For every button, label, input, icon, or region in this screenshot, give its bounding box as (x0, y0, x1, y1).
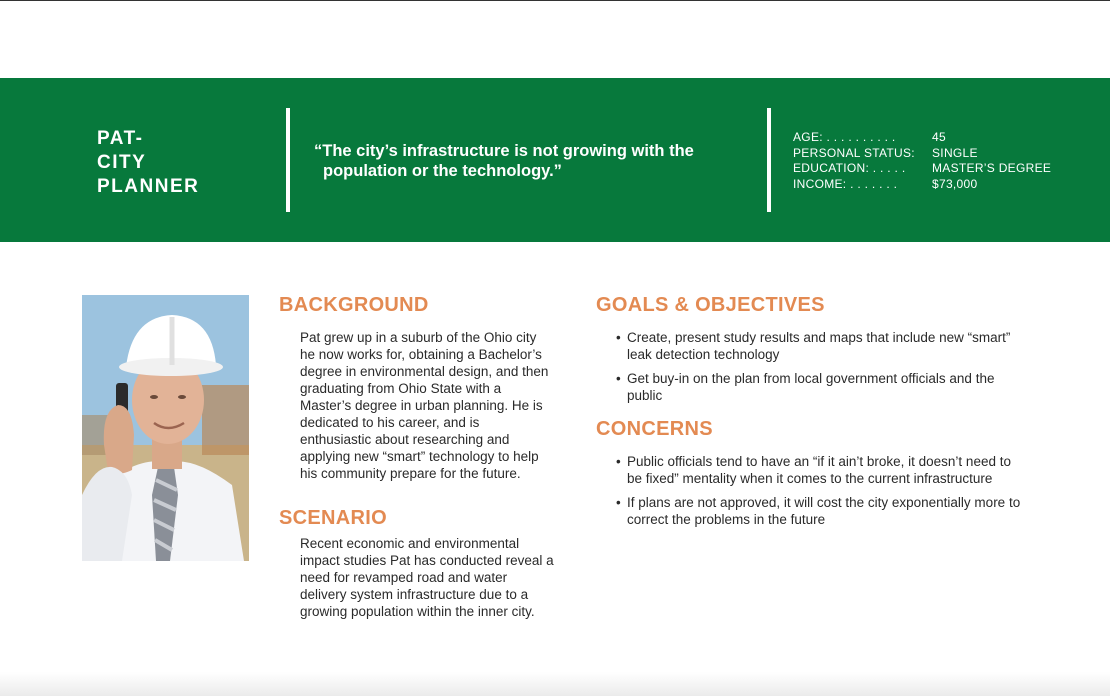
persona-quote: “The city’s infrastructure is not growing with the population or the technology.” (314, 142, 694, 180)
stat-row-personal-status (793, 146, 1051, 162)
persona-stats (793, 130, 1051, 192)
stat-value: 45 (932, 130, 946, 144)
person-photo-icon (82, 295, 249, 561)
stat-value: MASTER’S DEGREE (932, 161, 1052, 175)
stat-label: INCOME: . . . . . . . (793, 176, 898, 191)
stat-label: PERSONAL STATUS: (793, 145, 915, 160)
scenario-heading: SCENARIO (279, 507, 387, 529)
persona-name-line: PAT- (97, 128, 144, 149)
concerns-heading: CONCERNS (596, 418, 713, 440)
banner-divider (767, 108, 771, 212)
scenario-text: Recent economic and environmental impact studies Pat has conducted reveal a need for revamped road and water delivery system infrastructure due to a growing population within the inner city. (300, 536, 554, 619)
goals-heading: GOALS & OBJECTIVES (596, 294, 825, 316)
persona-name-line: PLANNER (97, 176, 200, 197)
stat-row-income (793, 177, 1051, 193)
top-rule (0, 0, 1110, 1)
concerns-list (616, 453, 1026, 535)
persona-banner (0, 78, 1110, 242)
goals-list (616, 329, 1026, 411)
stat-value: SINGLE (932, 145, 978, 160)
persona-name-line: CITY (97, 152, 147, 173)
background-text: Pat grew up in a suburb of the Ohio city he now works for, obtaining a Bachelor’s degree in environmental design, and then graduating from Ohio State with a Master’s degree in urban planning. He is dedicated to his career, and is enthusiastic about researching and applying new “smart” technology to help his community prepare for the future. (300, 330, 549, 481)
persona-photo (82, 295, 249, 561)
stat-row-age (793, 130, 1051, 146)
stat-value: $73,000 (932, 176, 978, 191)
list-item: • Get buy-in on the plan from local government officials and the public (616, 370, 1026, 404)
background-heading: BACKGROUND (279, 294, 429, 316)
stat-label: EDUCATION: . . . . . (793, 161, 906, 175)
list-item: • If plans are not approved, it will cost the city exponentially more to correct the problems in the future (616, 494, 1026, 528)
list-item: • Create, present study results and maps that include new “smart” leak detection technology (616, 329, 1026, 363)
stat-row-education (793, 161, 1051, 177)
stat-label: AGE: . . . . . . . . . . (793, 130, 896, 144)
bottom-shade (0, 672, 1110, 696)
persona-name (97, 127, 199, 199)
banner-divider (286, 108, 290, 212)
list-item: • Public officials tend to have an “if it ain’t broke, it doesn’t need to be fixed” mentality when it comes to the current infrastructure (616, 453, 1026, 487)
